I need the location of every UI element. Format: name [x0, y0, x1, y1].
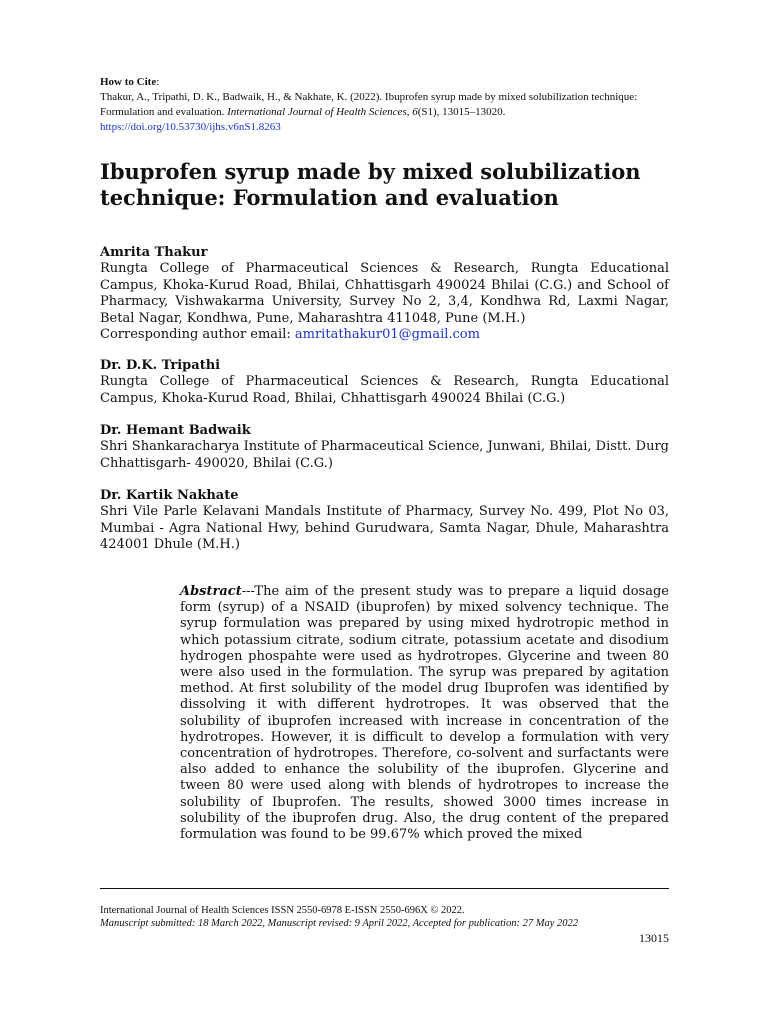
author-affiliation: Shri Shankaracharya Institute of Pharmaceutical Science, Junwani, Bhilai, Distt. Durg Chhattisgarh- 490020, Bhilai (C.G.): [100, 439, 669, 471]
abstract-text: ---The aim of the present study was to prepare a liquid dosage form (syrup) of a NSAID (ibuprofen) by mixed solvency technique. The syrup formulation was prepared by using mixed hydrotropic method in which potassium citrate, sodium citrate, potassium acetate and disodium hydrogen phospahte were used as hydrotropes. Glycerine and tween 80 were also used in the formulation. The syrup was prepared by agitation method. At first solubility of the model drug Ibuprofen was identified by dissolving it with different hydrotropes. It was observed that the solubility of ibuprofen increased with increase in concentration of the hydrotropes. However, it is difficult to develop a formulation with very concentration of hydrotropes. Therefore, co-solvent and surfactants were also added to enhance the solubility of the ibuprofen. Glycerine and tween 80 were used along with blends of hydrotropes to increase the solubility of Ibuprofen. The results, showed 3000 times increase in solubility of the ibuprofen drug. Also, the drug content of the prepared formulation was found to be 99.67% which proved the mixed: [180, 584, 669, 843]
author-affiliation: Shri Vile Parle Kelavani Mandals Institute of Pharmacy, Survey No. 499, Plot No 03, Mumbai - Agra National Hwy, behind Gurudwara, Samta Nagar, Dhule, Maharashtra 424001 Dhule (M.H.): [100, 504, 669, 553]
page-footer: [100, 904, 669, 930]
author-affiliation: Rungta College of Pharmaceutical Sciences & Research, Rungta Educational Campus, Khoka-Kurud Road, Bhilai, Chhattisgarh 490024 Bhilai (C.G.) and School of Pharmacy, Vishwakarma University, Survey No 2, 3,4, Kondhwa Rd, Laxmi Nagar, Betal Nagar, Kondhwa, Pune, Maharashtra 411048, Pune (M.H.): [100, 261, 669, 326]
author-name: Dr. Hemant Badwaik: [100, 423, 251, 438]
corresponding-email-label: Corresponding author email:: [100, 327, 295, 343]
abstract-block: [180, 584, 669, 843]
citation-text: Thakur, A., Tripathi, D. K., Badwaik, H., & Nakhate, K. (2022). Ibuprofen syrup made by mixed solubilization technique: Formulation and evaluation.: [100, 91, 638, 118]
footer-journal-line: International Journal of Health Sciences ISSN 2550-6978 E-ISSN 2550-696X © 2022.: [100, 905, 465, 916]
paper-title: Ibuprofen syrup made by mixed solubilization technique: Formulation and evaluation: [100, 159, 641, 210]
author-affiliation: Rungta College of Pharmaceutical Sciences & Research, Rungta Educational Campus, Khoka-Kurud Road, Bhilai, Chhattisgarh 490024 Bhilai (C.G.): [100, 374, 669, 406]
citation-volume-pages: (S1), 13015–13020.: [417, 106, 506, 118]
how-to-cite-block: [100, 75, 669, 135]
abstract-label: Abstract: [180, 584, 242, 599]
author-block-4: [100, 488, 669, 554]
footer-dates-line: Manuscript submitted: 18 March 2022, Manuscript revised: 9 April 2022, Accepted for publication: 27 May 2022: [100, 918, 578, 929]
author-name: Dr. Kartik Nakhate: [100, 488, 239, 503]
footer-divider: [100, 888, 669, 889]
page-number: 13015: [639, 931, 669, 945]
citation-journal: International Journal of Health Sciences, 6: [227, 106, 418, 118]
doi-link[interactable]: https://doi.org/10.53730/ijhs.v6nS1.8263: [100, 121, 281, 133]
author-block-1: [100, 245, 669, 343]
author-name: Amrita Thakur: [100, 245, 208, 260]
how-to-cite-label: How to Cite: [100, 76, 157, 88]
author-name: Dr. D.K. Tripathi: [100, 358, 221, 373]
how-to-cite-colon: :: [156, 76, 160, 88]
author-block-3: [100, 423, 669, 472]
corresponding-email-link[interactable]: amritathakur01@gmail.com: [294, 327, 480, 343]
author-block-2: [100, 358, 669, 407]
